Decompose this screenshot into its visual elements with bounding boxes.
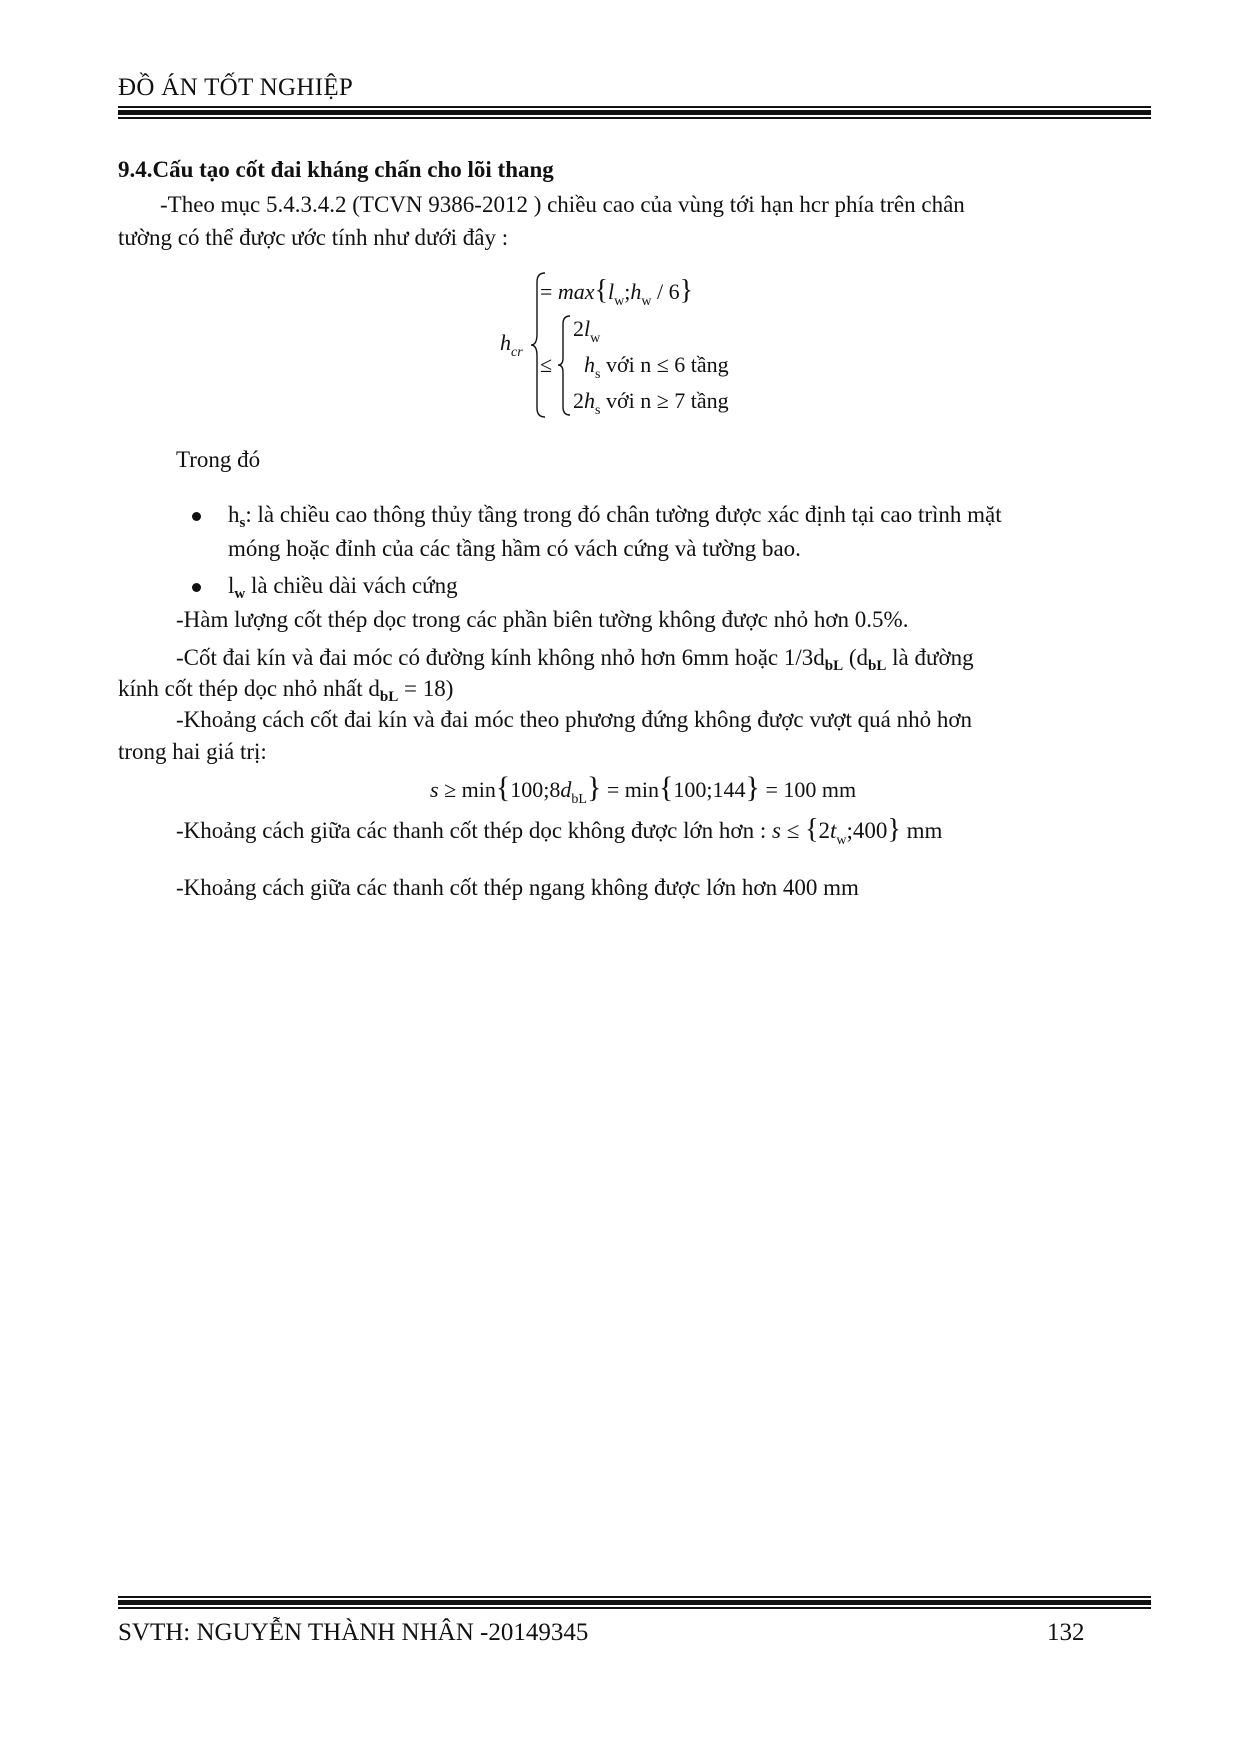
- bullet-dot-1: [192, 512, 201, 521]
- header-rule-thin-top: [118, 106, 1151, 108]
- section-title: 9.4.Cấu tạo cốt đai kháng chấn cho lõi thang: [118, 157, 554, 182]
- header-title: ĐỒ ÁN TỐT NGHIỆP: [118, 74, 354, 101]
- footer-rule-thin-bottom: [118, 1607, 1151, 1609]
- hcr-row4: $2h_s$ với n ≥ 7 tầng: [573, 388, 729, 418]
- para4-line1: -Khoảng cách cốt đai kín và đai móc theo phương đứng không được vượt quá nhỏ hơn: [176, 707, 973, 732]
- para1-line2: tường có thể được ước tính như dưới đây :: [118, 225, 509, 250]
- para2: -Hàm lượng cốt thép dọc trong các phần biên tường không được nhỏ hơn 0.5%.: [176, 607, 909, 632]
- footer-author: SVTH: NGUYỄN THÀNH NHÂN -20149345: [118, 1619, 589, 1646]
- para6: -Khoảng cách giữa các thanh cốt thép ngang không được lớn hơn 400 mm: [176, 875, 859, 900]
- hcr-row2: $2l_w$: [573, 316, 601, 346]
- para5: -Khoảng cách giữa các thanh cốt thép dọc không được lớn hơn : $s \le \{2t_w;400\}$ mm: [176, 814, 943, 848]
- para4-line2: trong hai giá trị:: [118, 739, 267, 764]
- bullet-1-line2: móng hoặc đỉnh của các tầng hầm có vách cứng và tường bao.: [228, 536, 801, 561]
- formula-s: $s \ge \min\{100;8d_{bL}\}$ = min{100;144} = 100 mm: [430, 771, 857, 807]
- para3-line2: kính cốt thép dọc nhỏ nhất $d_{bL} = 18$): [118, 676, 454, 705]
- hcr-row1: = $\max\{l_w;h_w / 6\}$: [540, 275, 694, 309]
- trong-do-label: Trong đó: [176, 447, 261, 472]
- header-rule-thin-bottom: [118, 117, 1151, 119]
- header-rule-thick: [118, 110, 1151, 115]
- footer-rule-thin-top: [118, 1596, 1151, 1598]
- hcr-le-sign: ≤: [540, 352, 553, 377]
- bullet-2-line1: $l_w$ là chiều dài vách cứng: [228, 573, 458, 602]
- hcr-row3: $h_s$ với n ≤ 6 tầng: [584, 352, 729, 382]
- hcr-lhs: $h_{cr}$: [500, 330, 523, 360]
- hcr-inner-brace: [557, 313, 573, 418]
- page-number: 132: [1047, 1619, 1085, 1646]
- bullet-dot-2: [192, 583, 201, 592]
- para1-line1: -Theo mục 5.4.3.4.2 (TCVN 9386-2012 ) chiều cao của vùng tới hạn hcr phía trên chân: [160, 192, 965, 217]
- bullet-1-line1: $h_s$: là chiều cao thông thủy tầng trong đó chân tường được xác định tại cao trình mặt: [228, 502, 1002, 531]
- footer-rule-thick: [118, 1600, 1151, 1605]
- para3-line1: -Cốt đai kín và đai móc có đường kính không nhỏ hơn 6mm hoặc $1/3d_{bL}$ ($d_{bL}$ là đường: [176, 645, 974, 674]
